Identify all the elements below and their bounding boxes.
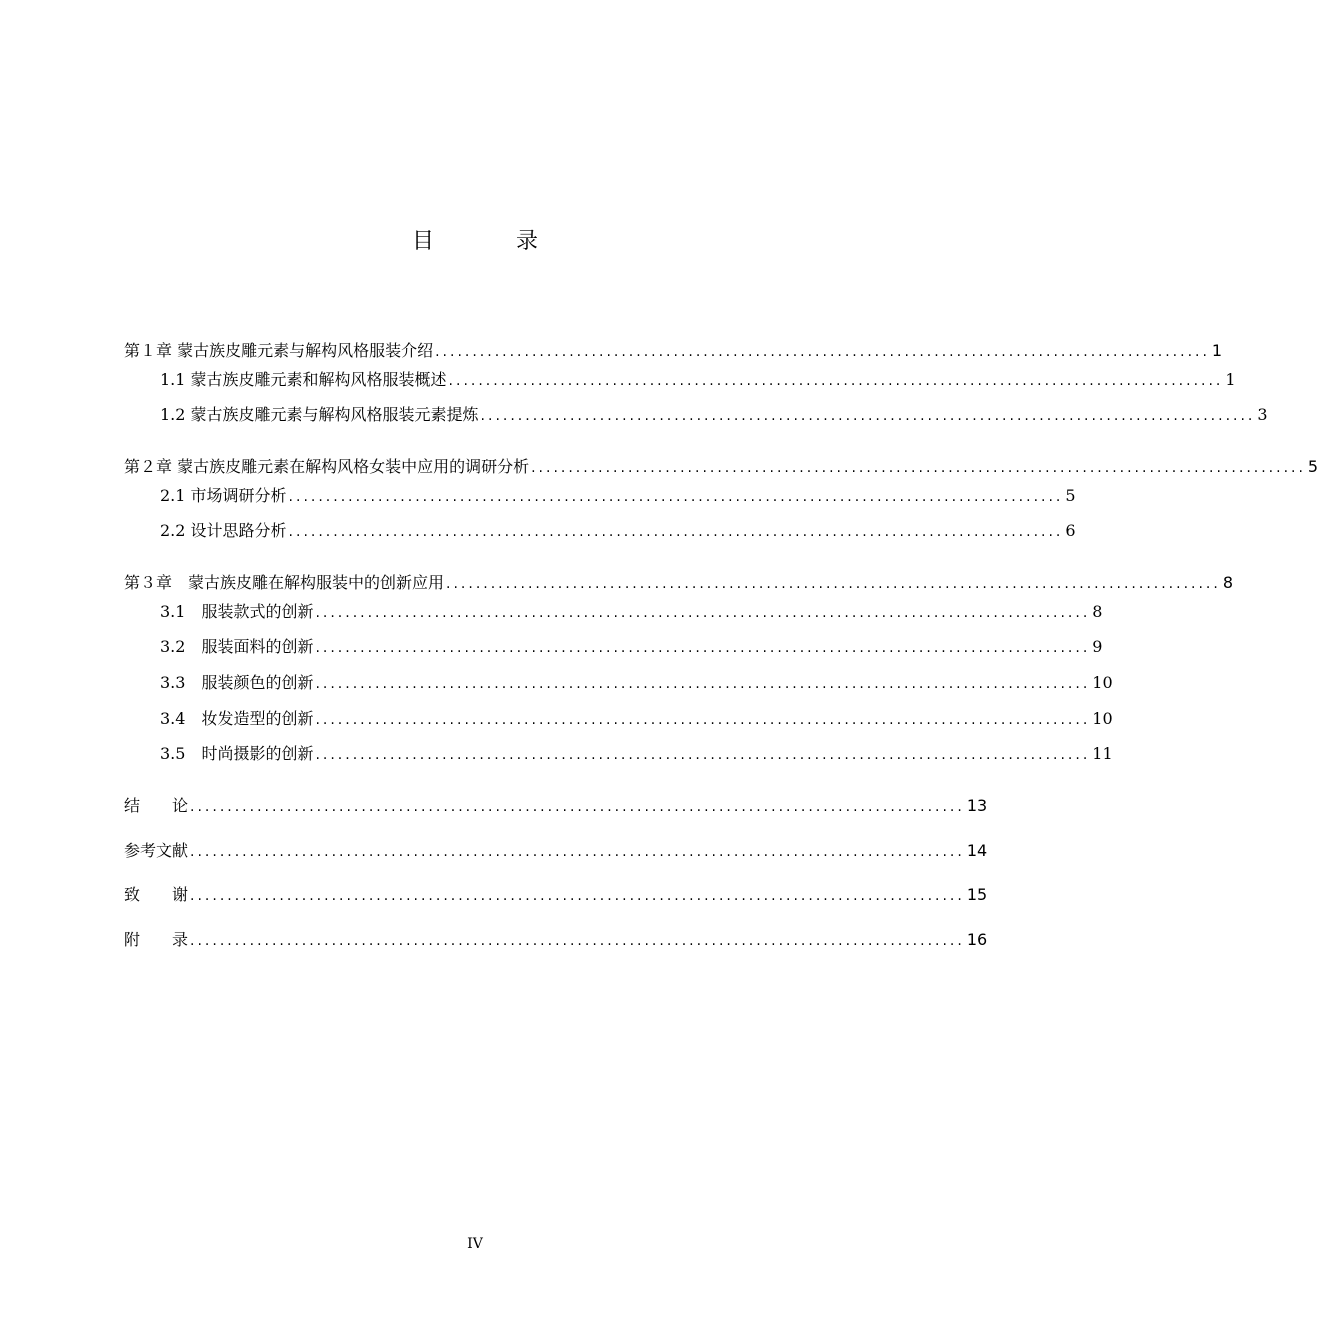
toc-leader-dots: ........................................................................................................ (190, 799, 965, 815)
toc-page-number: 8 (1222, 573, 1234, 592)
toc-leader-dots: ........................................................................................................ (288, 489, 1064, 505)
toc-leader-dots: ........................................................................................................ (315, 676, 1091, 692)
toc-page-number: 5 (1307, 457, 1318, 476)
toc-leader-dots: ........................................................................................................ (446, 576, 1221, 592)
toc-entry-conclusion[interactable] (124, 793, 988, 817)
toc-entry-label: 1.1 蒙古族皮雕元素和解构风格服装概述 (160, 370, 447, 389)
toc-entry-label: 3.5 时尚摄影的创新 (160, 744, 314, 763)
toc-entry-section-3-2[interactable] (160, 634, 1103, 658)
page-number-footer: IV (467, 1236, 483, 1252)
toc-page-number: 1 (1211, 341, 1223, 360)
toc-page-number: 10 (1092, 673, 1113, 692)
toc-entry-label: 参考文献 (124, 841, 189, 860)
toc-entry-label: 2.1 市场调研分析 (160, 486, 287, 505)
toc-entry-section-3-1[interactable] (160, 599, 1103, 623)
toc-page-number: 5 (1065, 486, 1076, 505)
toc-leader-dots: ........................................................................................................ (190, 933, 965, 949)
toc-page-number: 14 (966, 841, 988, 860)
toc-page-number: 3 (1257, 405, 1268, 424)
toc-entry-label: 3.1 服装款式的创新 (160, 602, 314, 621)
toc-entry-section-3-3[interactable] (160, 670, 1113, 694)
toc-entry-section-2-1[interactable] (160, 483, 1076, 507)
toc-entry-section-3-5[interactable] (160, 741, 1113, 765)
toc-entry-label: 3.2 服装面料的创新 (160, 637, 314, 656)
toc-page-number: 11 (1092, 744, 1113, 763)
toc-entry-chapter-2[interactable] (124, 454, 1318, 478)
toc-entry-section-3-4[interactable] (160, 706, 1113, 730)
toc-entry-label: 3.3 服装颜色的创新 (160, 673, 314, 692)
toc-entry-chapter-3[interactable] (124, 570, 1234, 594)
toc-leader-dots: ........................................................................................................ (190, 844, 965, 860)
toc-entry-label: 致 谢 (124, 885, 189, 904)
toc-page-number: 8 (1092, 602, 1103, 621)
toc-leader-dots: ........................................................................................................ (315, 605, 1091, 621)
toc-page-number: 13 (966, 796, 988, 815)
toc-leader-dots: ........................................................................................................ (190, 888, 965, 904)
toc-page-number: 15 (966, 885, 988, 904)
toc-entry-chapter-1[interactable] (124, 338, 1223, 362)
toc-leader-dots: ........................................................................................................ (531, 460, 1306, 476)
toc-entry-references[interactable] (124, 838, 988, 862)
toc-entry-section-2-2[interactable] (160, 518, 1076, 542)
toc-entry-label: 第１章 蒙古族皮雕元素与解构风格服装介绍 (124, 341, 434, 360)
toc-leader-dots: ........................................................................................................ (315, 712, 1091, 728)
toc-page-number: 1 (1225, 370, 1236, 389)
toc-leader-dots: ........................................................................................................ (448, 373, 1224, 389)
toc-entry-label: 3.4 妆发造型的创新 (160, 709, 314, 728)
toc-entry-appendix[interactable] (124, 927, 988, 951)
toc-leader-dots: ........................................................................................................ (315, 747, 1091, 763)
toc-entry-acknowledgements[interactable] (124, 882, 988, 906)
toc-entry-section-1-2[interactable] (160, 402, 1268, 426)
toc-leader-dots: ........................................................................................................ (435, 344, 1210, 360)
toc-entry-label: 1.2 蒙古族皮雕元素与解构风格服装元素提炼 (160, 405, 479, 424)
toc-entry-label: 第３章 蒙古族皮雕在解构服装中的创新应用 (124, 573, 445, 592)
toc-page-number: 9 (1092, 637, 1103, 656)
toc-entry-label: 结 论 (124, 796, 189, 815)
toc-entry-section-1-1[interactable] (160, 367, 1236, 391)
toc-entry-label: 第２章 蒙古族皮雕元素在解构风格女装中应用的调研分析 (124, 457, 530, 476)
toc-leader-dots: ........................................................................................................ (315, 640, 1091, 656)
toc-leader-dots: ........................................................................................................ (288, 524, 1064, 540)
toc-page-number: 10 (1092, 709, 1113, 728)
toc-entry-label: 2.2 设计思路分析 (160, 521, 287, 540)
toc-title: 目 录 (411, 229, 568, 254)
toc-page-number: 16 (966, 930, 988, 949)
toc-page-number: 6 (1065, 521, 1076, 540)
toc-entry-label: 附 录 (124, 930, 189, 949)
toc-leader-dots: ........................................................................................................ (480, 408, 1256, 424)
